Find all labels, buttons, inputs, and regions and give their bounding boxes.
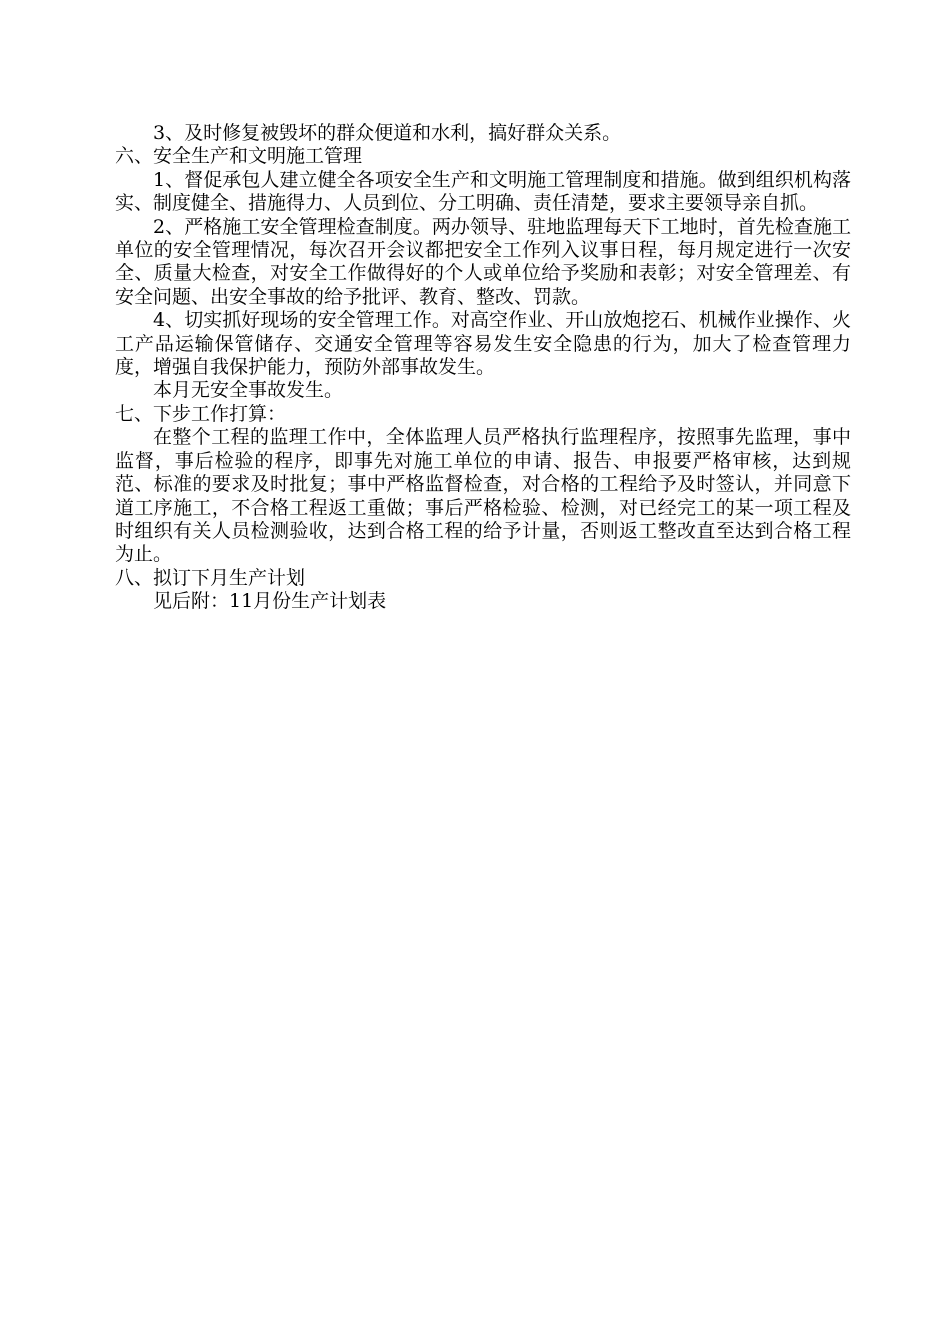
paragraph-repair-roads: 3、及时修复被毁坏的群众便道和水利，搞好群众关系。 bbox=[153, 122, 622, 144]
section-heading-next-steps: 七、下步工作打算： bbox=[115, 402, 287, 425]
paragraph-plan-attachment: 见后附：11月份生产计划表 bbox=[153, 590, 387, 613]
document-body bbox=[115, 122, 851, 614]
paragraph-no-accidents: 本月无安全事故发生。 bbox=[153, 379, 344, 402]
section-heading-next-month-plan: 八、拟订下月生产计划 bbox=[115, 566, 306, 589]
paragraph-safety-system: 1、督促承包人建立健全各项安全生产和文明施工管理制度和措施。做到组织机构落实、制度健全、措施得力、人员到位、分工明确、责任清楚，要求主要领导亲自抓。 bbox=[115, 168, 851, 215]
paragraph-site-safety: 4、切实抓好现场的安全管理工作。对高空作业、开山放炮挖石、机械作业操作、火工产品运输保管储存、交通安全管理等容易发生安全隐患的行为，加大了检查管理力度，增强自我保护能力，预防外部事故发生。 bbox=[115, 309, 851, 379]
paragraph-supervision-procedure: 在整个工程的监理工作中，全体监理人员严格执行监理程序，按照事先监理，事中监督，事后检验的程序，即事先对施工单位的申请、报告、申报要严格审核，达到规范、标准的要求及时批复；事中严格监督检查，对合格的工程给予及时签认，并同意下道工序施工，不合格工程返工重做；事后严格检验、检测，对已经完工的某一项工程及时组织有关人员检测验收，达到合格工程的给予计量，否则返工整改直至达到合格工程为止。 bbox=[115, 426, 851, 566]
section-heading-safety: 六、安全生产和文明施工管理 bbox=[115, 145, 363, 168]
paragraph-safety-inspection: 2、严格施工安全管理检查制度。两办领导、驻地监理每天下工地时，首先检查施工单位的安全管理情况，每次召开会议都把安全工作列入议事日程，每月规定进行一次安全、质量大检查，对安全工作做得好的个人或单位给予奖励和表彰；对安全管理差、有安全问题、出安全事故的给予批评、教育、整改、罚款。 bbox=[115, 215, 851, 308]
